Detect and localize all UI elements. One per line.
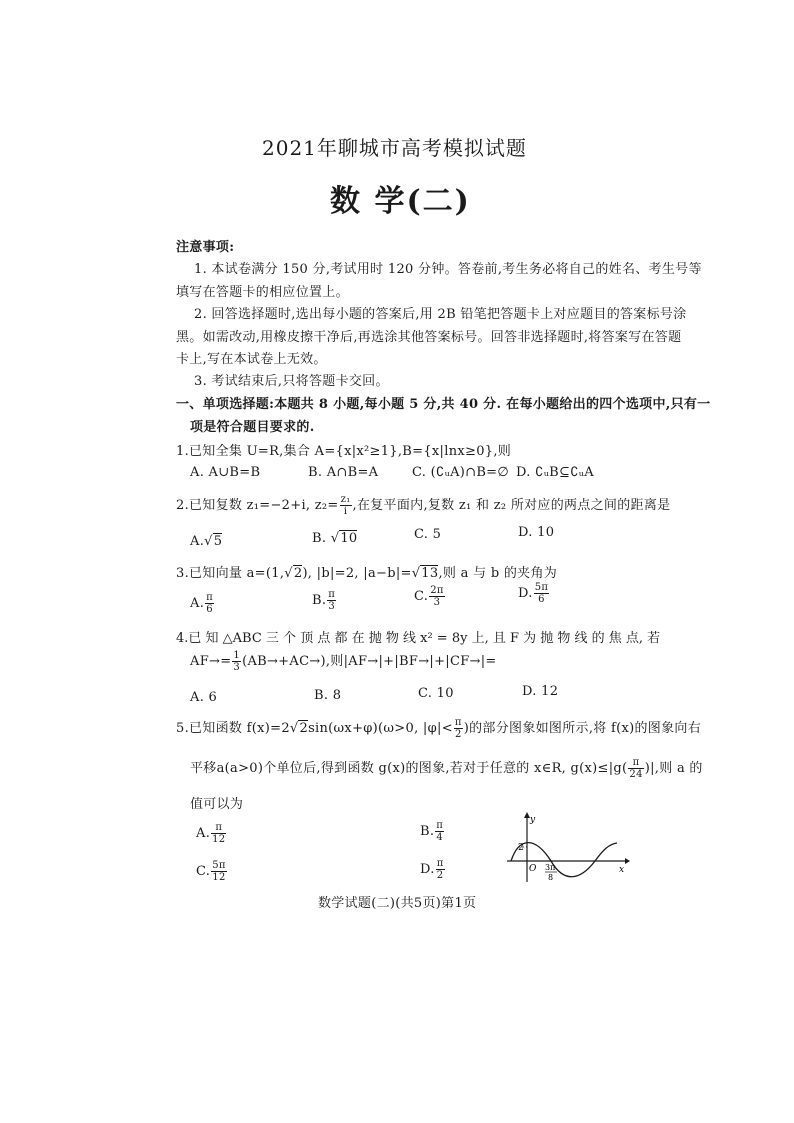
graph-x-tick-denominator: 8	[548, 873, 554, 882]
exam-subtitle: 数 学(二)	[330, 184, 471, 219]
section-heading: 一、单项选择题:本题共 8 小题,每小题 5 分,共 40 分. 在每小题给出的四个选项中,只有一	[176, 397, 711, 412]
question-5-option-d: D. $\frac{\pi}{2}$	[420, 858, 444, 881]
question-4-stem-line2: AF→= $\frac{1}{3}$ (AB→+AC→),则|AF→|+|BF→|+|CF→|=	[190, 650, 497, 673]
graph-x-label: x	[619, 865, 625, 875]
notes-line-2c: 卡上,写在本试卷上无效。	[176, 352, 327, 367]
question-4-option-a: A. 6	[190, 690, 218, 705]
question-2-option-a: A.√5	[190, 534, 223, 549]
question-5-option-c: C. $\frac{5\pi}{12}$	[196, 860, 226, 883]
question-4-option-c: C. 10	[418, 686, 454, 701]
question-1-option-c: C. (∁ᵤA)∩B=∅	[412, 465, 509, 480]
question-1-stem: 1.已知全集 U=R,集合 A={x|x²≥1},B={x|lnx≥0},则	[176, 444, 512, 459]
question-5-option-b: B. $\frac{\pi}{4}$	[420, 820, 444, 843]
exam-title: 2021年聊城市高考模拟试题	[262, 136, 527, 160]
section-heading-cont: 项是符合题目要求的.	[190, 420, 315, 435]
question-3-option-a: A. $\frac{\pi}{6}$	[190, 592, 213, 615]
question-2-option-b: B. √10	[312, 531, 358, 546]
question-1-option-a: A. A∪B=B	[190, 465, 261, 480]
question-4-option-b: B. 8	[314, 688, 342, 703]
graph-origin-label: O	[529, 864, 537, 874]
question-5-stem: 5.已知函数 f(x)=2√2sin(ωx+φ)(ω>0, |φ|< $\frac{\pi}{2}$ )的部分图象如图所示,将 f(x)的图象向右	[176, 717, 701, 740]
question-3-stem: 3.已知向量 a=(1,√2), |b|=2, |a−b|=√13,则 a 与 b 的夹角为	[176, 566, 558, 581]
notes-line-1: 1. 本试卷满分 150 分,考试用时 120 分钟。答卷前,考生务必将自己的姓名、考生号等	[194, 262, 702, 277]
question-4-option-d: D. 12	[522, 684, 559, 699]
question-5-stem-line2: 平移a(a>0)个单位后,得到函数 g(x)的图象,若对于任意的 x∈R, g(x)≤|g( $\frac{\pi}{24}$ )|,则 a 的	[190, 757, 703, 780]
graph-x-axis-arrow	[625, 858, 630, 864]
question-3-option-c: C. $\frac{2\pi}{3}$	[414, 585, 444, 608]
notes-heading: 注意事项:	[176, 240, 235, 255]
question-3-option-d: D. $\frac{5\pi}{6}$	[518, 582, 549, 605]
graph-y-tick-label: 2	[518, 843, 524, 853]
question-2-option-c: C. 5	[414, 527, 442, 542]
question-1-option-d: D. ∁ᵤB⊆∁ᵤA	[516, 465, 594, 480]
notes-line-3: 3. 考试结束后,只将答题卡交回。	[194, 374, 389, 389]
question-5-function-graph	[505, 810, 630, 885]
notes-line-2b: 黑。如需改动,用橡皮擦干净后,再选涂其他答案标号。回答非选择题时,将答案写在答题	[176, 330, 682, 345]
notes-line-1b: 填写在答题卡的相应位置上。	[176, 285, 349, 300]
graph-y-label: y	[530, 815, 536, 825]
question-5-option-a: A. $\frac{\pi}{12}$	[196, 822, 226, 845]
question-4-stem: 4.已 知 △ABC 三 个 顶 点 都 在 抛 物 线 x² = 8y 上, 且 F 为 抛 物 线 的 焦 点, 若	[176, 631, 661, 646]
page-footer: 数学试题(二)(共5页)第1页	[318, 896, 477, 911]
question-1-option-b: B. A∩B=A	[308, 465, 379, 480]
question-5-stem-line3: 值可以为	[190, 797, 244, 812]
notes-line-2: 2. 回答选择题时,选出每小题的答案后,用 2B 铅笔把答题卡上对应题目的答案标号涂	[194, 307, 687, 322]
graph-x-tick-numerator: 3π	[545, 863, 556, 872]
question-2-option-d: D. 10	[518, 525, 555, 540]
question-3-option-b: B. $\frac{\pi}{3}$	[312, 589, 336, 612]
question-2-stem: 2.已知复数 z₁=−2+i, z₂= $\frac{\text{z₁}}{i}$ ,在复平面内,复数 z₁ 和 z₂ 所对应的两点之间的距离是	[176, 494, 671, 517]
